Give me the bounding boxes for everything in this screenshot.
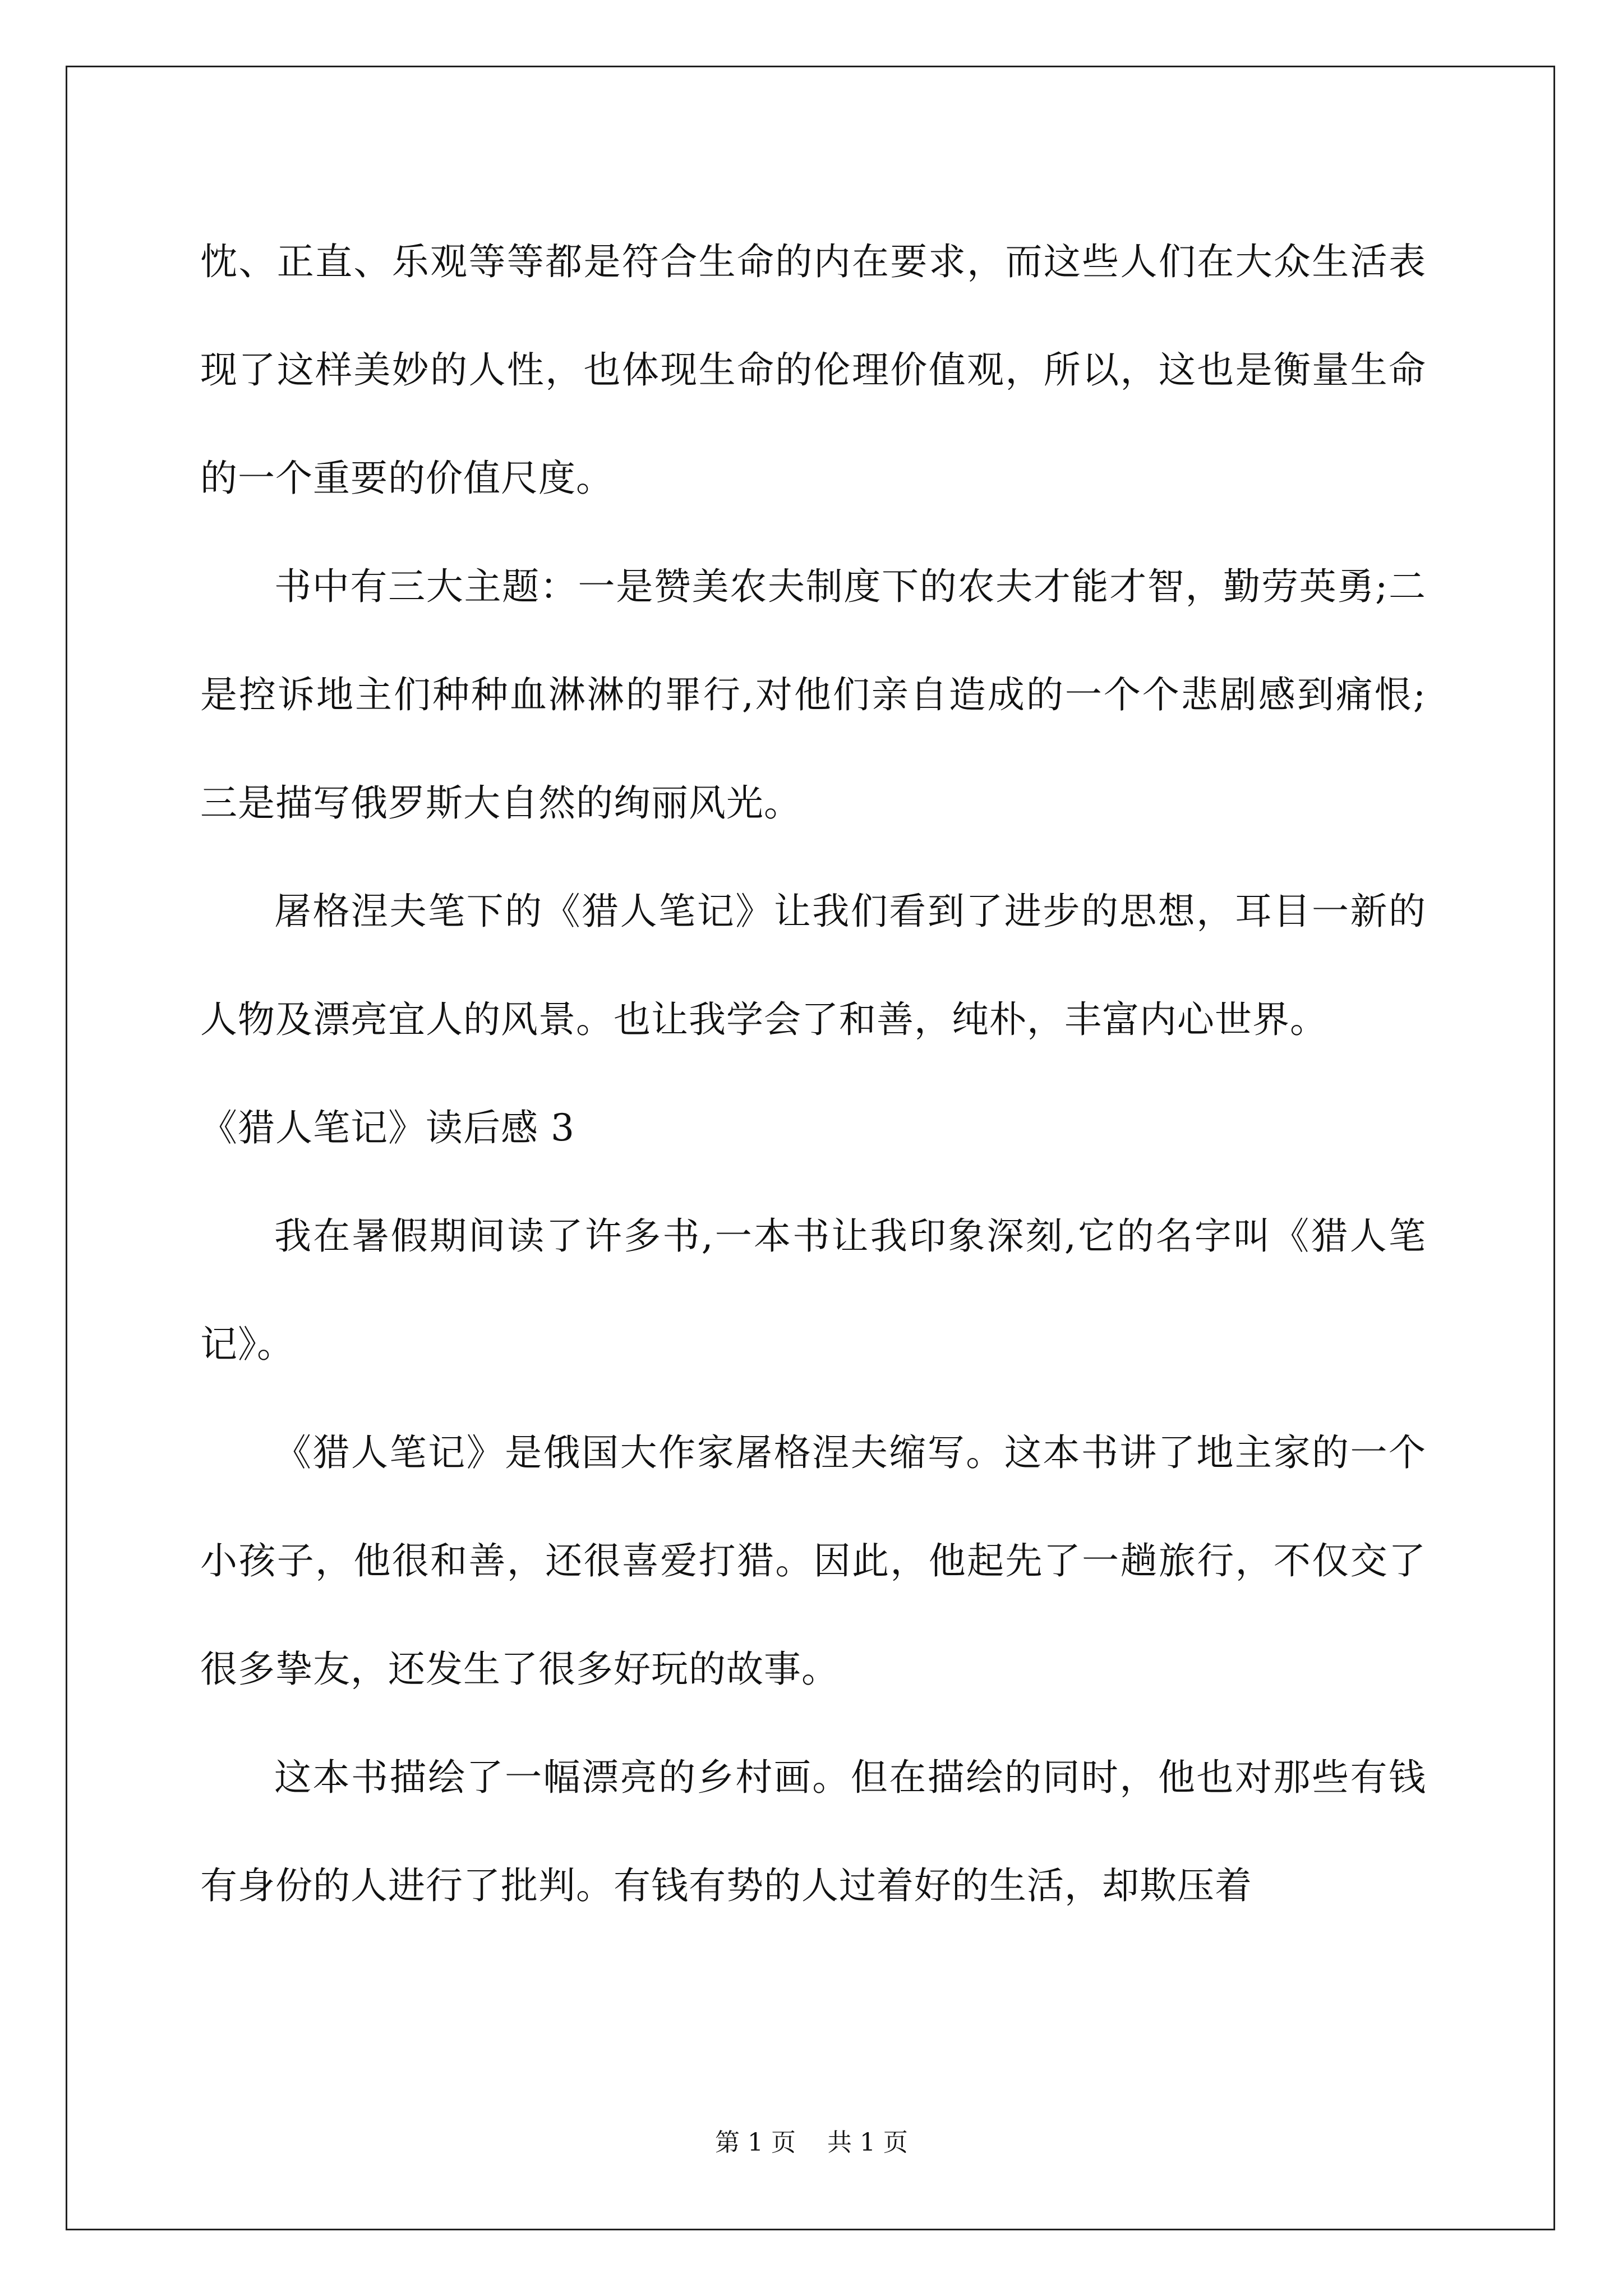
section-heading: 《猎人笔记》读后感 3 <box>200 1106 575 1149</box>
page-footer <box>0 2126 1623 2160</box>
paragraph-4: 我在暑假期间读了许多书,一本书让我印象深刻,它的名字叫《猎人笔记》。 <box>200 1214 1426 1366</box>
document-body <box>200 208 1426 1940</box>
paragraph-3: 屠格涅夫笔下的《猎人笔记》让我们看到了进步的思想，耳目一新的人物及漂亮宜人的风景。也让我学会了和善，纯朴，丰富内心世界。 <box>200 890 1426 1041</box>
page-number: 第 1 页 <box>715 2128 796 2157</box>
paragraph-1: 忱、正直、乐观等等都是符合生命的内在要求，而这些人们在大众生活表现了这样美妙的人性，也体现生命的伦理价值观，所以，这也是衡量生命的一个重要的价值尺度。 <box>200 240 1426 500</box>
page-total: 共 1 页 <box>827 2128 908 2157</box>
paragraph-5: 《猎人笔记》是俄国大作家屠格涅夫缩写。这本书讲了地主家的一个小孩子，他很和善，还很喜爱打猎。因此，他起先了一趟旅行，不仅交了很多挚友，还发生了很多好玩的故事。 <box>200 1431 1426 1691</box>
paragraph-6: 这本书描绘了一幅漂亮的乡村画。但在描绘的同时，他也对那些有钱有身份的人进行了批判。有钱有势的人过着好的生活，却欺压着 <box>200 1756 1426 1907</box>
paragraph-2: 书中有三大主题：一是赞美农夫制度下的农夫才能才智，勤劳英勇;二是控诉地主们种种血淋淋的罪行,对他们亲自造成的一个个悲剧感到痛恨;三是描写俄罗斯大自然的绚丽风光。 <box>200 565 1426 825</box>
